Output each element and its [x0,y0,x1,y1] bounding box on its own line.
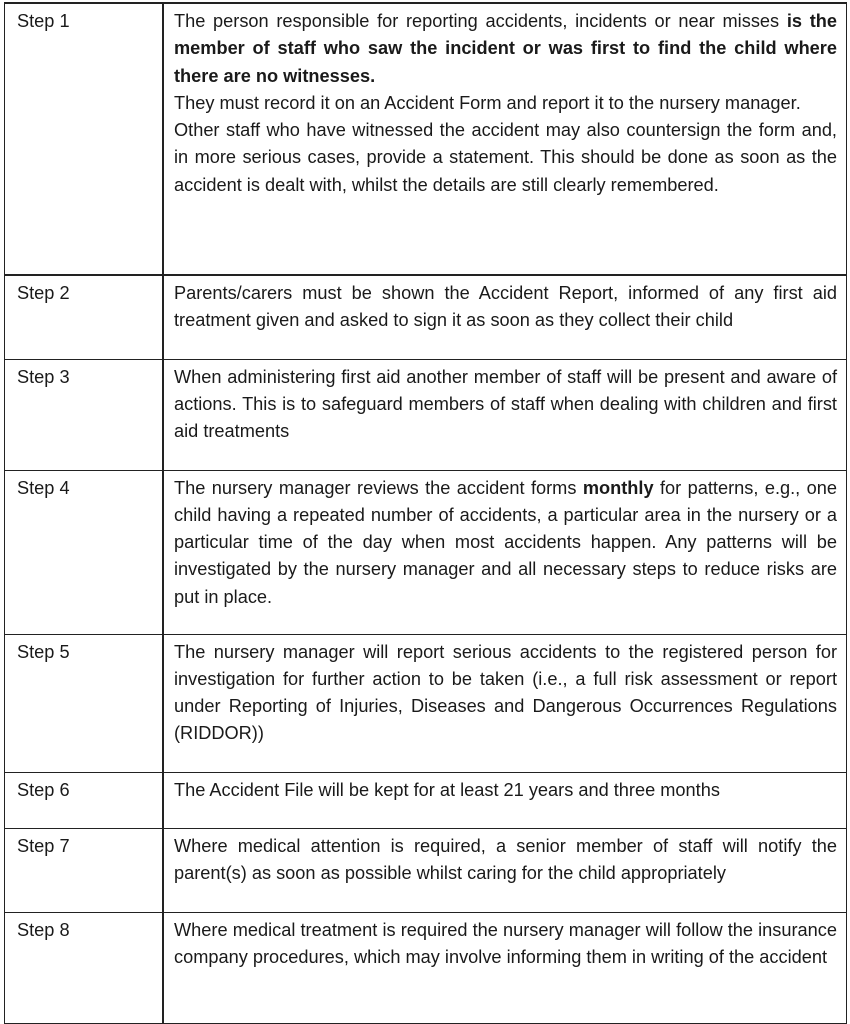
step-label: Step 5 [5,634,164,772]
paragraph [174,8,837,90]
step-text: Where medical treatment is required the nursery manager will follow the insurance company procedures, which may involve informing them in writing of the accident [163,912,847,1023]
step-text: The Accident File will be kept for at least 21 years and three months [163,772,847,828]
table-row [5,275,847,359]
step-text: Parents/carers must be shown the Accident Report, informed of any first aid treatment given and asked to sign it as soon as they collect their child [163,275,847,359]
table-row [5,3,847,275]
table-row [5,828,847,912]
step-label: Step 4 [5,470,164,634]
step-label: Step 1 [5,3,164,275]
text-run: for patterns, e.g., one child having a repeated number of accidents, a particular area in the nursery or a particular time of the day when most accidents happen. Any patterns will be investigated by the nursery manager and all necessary steps to reduce risks are put in place. [174,477,837,607]
paragraph: Other staff who have witnessed the accident may also countersign the form and, in more serious cases, provide a statement. This should be done as soon as the accident is dealt with, whilst the details are still clearly remembered. [174,120,837,195]
text-run: The person responsible for reporting accidents, incidents or near misses [174,11,787,31]
step-label: Step 2 [5,275,164,359]
step-text [163,3,847,275]
step-text: When administering first aid another member of staff will be present and aware of actions. This is to safeguard members of staff when dealing with children and first aid treatments [163,359,847,470]
text-run: The nursery manager reviews the accident forms [174,477,583,498]
document-page [4,2,847,1024]
table-row [5,634,847,772]
step-label: Step 8 [5,912,164,1023]
step-label: Step 6 [5,772,164,828]
paragraph: They must record it on an Accident Form and report it to the nursery manager. [174,92,801,113]
step-label: Step 7 [5,828,164,912]
steps-table [4,2,847,1024]
bold-text: is the member of staff who saw the incident or was first to find the child where there are no witnesses. [174,11,837,86]
step-text: Where medical attention is required, a senior member of staff will notify the parent(s) as soon as possible whilst caring for the child appropriately [163,828,847,912]
table-row [5,470,847,634]
step-label: Step 3 [5,359,164,470]
table-row [5,772,847,828]
step-text [163,470,847,634]
table-row [5,912,847,1023]
step-text: The nursery manager will report serious accidents to the registered person for investigation for further action to be taken (i.e., a full risk assessment or report under Reporting of Injuries, Diseases and Dangerous Occurrences Regulations (RIDDOR)) [163,634,847,772]
bold-text: monthly [582,477,654,498]
table-row [5,359,847,470]
